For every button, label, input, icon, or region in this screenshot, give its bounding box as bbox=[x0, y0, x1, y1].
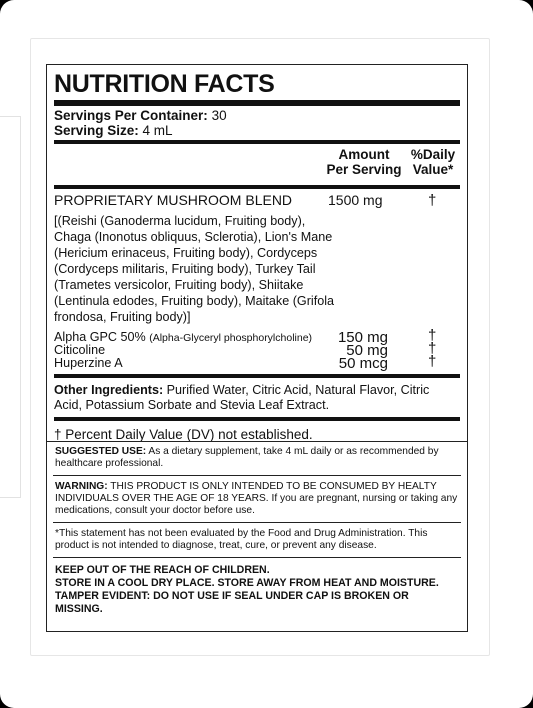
column-headers bbox=[54, 146, 460, 183]
nutrient-amount: 50 mg bbox=[346, 342, 388, 359]
other-ingredients-label: Other Ingredients: bbox=[54, 383, 164, 397]
divider-thin bbox=[53, 557, 461, 558]
serving-size bbox=[54, 123, 460, 138]
warning-label: WARNING: bbox=[55, 481, 108, 492]
amount-header-line1: Amount bbox=[338, 147, 390, 162]
divider-thin bbox=[53, 475, 461, 476]
warning bbox=[53, 477, 461, 521]
nutrition-facts-panel bbox=[47, 71, 467, 444]
nutrient-amount: 50 mcg bbox=[338, 355, 388, 372]
facts-title: NUTRITION FACTS bbox=[54, 70, 275, 98]
nutrient-dv: † bbox=[428, 327, 437, 344]
usage-info-panel bbox=[47, 441, 467, 631]
divider-thick bbox=[54, 100, 460, 106]
nutrient-row bbox=[54, 327, 460, 346]
tamper-line: TAMPER EVIDENT: DO NOT USE IF SEAL UNDER CAP IS BROKEN OR MISSING. bbox=[55, 590, 409, 615]
storage-warnings bbox=[53, 559, 461, 616]
supplement-label bbox=[46, 64, 468, 632]
nutrient-detail: (Alpha-Glyceryl phosphorylcholine) bbox=[149, 332, 313, 344]
nutrient-row bbox=[54, 353, 460, 372]
other-ingredients bbox=[54, 380, 460, 415]
amount-header-line2: Per Serving bbox=[326, 162, 402, 177]
daily-value-note: † Percent Daily Value (DV) not established. bbox=[54, 427, 313, 442]
blend-description: [(Reishi (Ganoderma lucidum, Fruiting body), Chaga (Inonotus obliquus, Sclerotia), Lion's Mane (Hericium erinaceus, Fruiting body), Cordyceps (Cordyceps militaris, Fruiting body), Turkey Tail (Trametes versicolor, Fruiting body), Shiitake (Lentinula edodes, Fruiting body), Maitake (Grifola frondosa, Fruiting body)] bbox=[54, 214, 335, 324]
nutrient-list bbox=[54, 327, 460, 372]
other-ingredients-value: Purified Water, Citric Acid, Natural Flavor, Citric Acid, Potassium Sorbate and Stevia Leaf Extract. bbox=[54, 383, 430, 412]
suggested-use bbox=[53, 442, 461, 474]
divider-mid bbox=[54, 417, 460, 421]
daily-value-header bbox=[408, 147, 458, 177]
nutrient-name: Citicoline bbox=[54, 343, 106, 357]
blend-name: PROPRIETARY MUSHROOM BLEND bbox=[54, 192, 293, 208]
side-panel-outline bbox=[0, 116, 21, 498]
blend-amount: 1500 mg bbox=[328, 192, 383, 208]
amount-header bbox=[324, 147, 404, 177]
dv-header-line1: %Daily bbox=[410, 147, 456, 162]
nutrient-dv: † bbox=[428, 340, 437, 357]
fda-statement: *This statement has not been evaluated by the Food and Drug Administration. This product is not intended to diagnose, treat, cure, or prevent any disease. bbox=[55, 528, 428, 551]
divider-thin bbox=[53, 522, 461, 523]
divider-mid bbox=[54, 374, 460, 378]
serving-size-label: Serving Size: bbox=[54, 123, 139, 138]
divider-mid bbox=[54, 140, 460, 144]
keep-line: KEEP OUT OF THE REACH OF CHILDREN. bbox=[55, 564, 270, 576]
dv-header-line2: Value* bbox=[412, 162, 454, 177]
suggested-use-label: SUGGESTED USE: bbox=[55, 446, 147, 457]
nutrient-dv: † bbox=[428, 353, 437, 370]
nutrient-name: Huperzine A bbox=[54, 356, 123, 370]
servings-label: Servings Per Container: bbox=[54, 108, 208, 123]
store-line: STORE IN A COOL DRY PLACE. STORE AWAY FROM HEAT AND MOISTURE. bbox=[55, 577, 439, 589]
servings-value: 30 bbox=[211, 108, 227, 123]
nutrient-name: Alpha GPC 50% bbox=[54, 330, 146, 344]
suggested-use-text: As a dietary supplement, take 4 mL daily or as recommended by healthcare professional. bbox=[55, 446, 439, 469]
warning-text: If you are pregnant, nursing or taking any medications, consult your doctor before use. bbox=[55, 493, 458, 516]
nutrient-amount: 150 mg bbox=[337, 329, 388, 346]
serving-size-value: 4 mL bbox=[142, 123, 173, 138]
warning-caps: THIS PRODUCT IS ONLY INTENDED TO BE CONSUMED BY HEALTY INDIVIDUALS OVER THE AGE OF 18 YEARS. bbox=[55, 481, 437, 504]
blend-dv: † bbox=[428, 192, 437, 209]
blend-row bbox=[54, 192, 460, 209]
servings-per-container bbox=[54, 108, 460, 123]
divider-mid bbox=[54, 185, 460, 189]
